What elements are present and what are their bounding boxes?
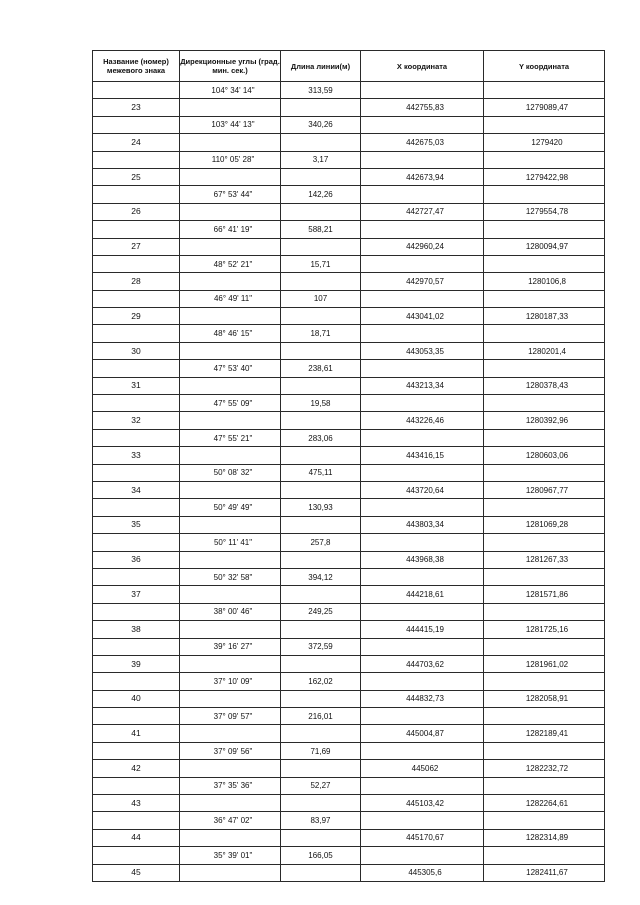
direction-angle-cell: 35° 39' 01" bbox=[180, 847, 281, 864]
segment-row bbox=[93, 534, 605, 551]
segment-y-cell bbox=[484, 534, 605, 551]
point-name-cell: 42 bbox=[93, 760, 180, 777]
point-angle-cell bbox=[180, 586, 281, 603]
segment-y-cell bbox=[484, 742, 605, 759]
point-name-cell: 29 bbox=[93, 308, 180, 325]
header-length: Длина линии(м) bbox=[281, 51, 361, 82]
point-row bbox=[93, 134, 605, 151]
point-row bbox=[93, 551, 605, 568]
y-coordinate-cell: 1281571,86 bbox=[484, 586, 605, 603]
x-coordinate-cell: 443053,35 bbox=[361, 342, 484, 359]
line-length-cell: 238,61 bbox=[281, 360, 361, 377]
segment-x-cell bbox=[361, 290, 484, 307]
y-coordinate-cell: 1281961,02 bbox=[484, 655, 605, 672]
point-row bbox=[93, 377, 605, 394]
segment-row bbox=[93, 742, 605, 759]
point-length-cell bbox=[281, 273, 361, 290]
segment-row bbox=[93, 290, 605, 307]
line-length-cell: 162,02 bbox=[281, 673, 361, 690]
line-length-cell: 283,06 bbox=[281, 429, 361, 446]
segment-name-cell bbox=[93, 360, 180, 377]
segment-name-cell bbox=[93, 116, 180, 133]
line-length-cell: 313,59 bbox=[281, 82, 361, 99]
point-row bbox=[93, 795, 605, 812]
point-angle-cell bbox=[180, 342, 281, 359]
line-length-cell: 18,71 bbox=[281, 325, 361, 342]
direction-angle-cell: 47° 55' 09" bbox=[180, 395, 281, 412]
x-coordinate-cell: 445305,6 bbox=[361, 864, 484, 881]
x-coordinate-cell: 442673,94 bbox=[361, 168, 484, 185]
point-length-cell bbox=[281, 586, 361, 603]
direction-angle-cell: 67° 53' 44" bbox=[180, 186, 281, 203]
segment-row bbox=[93, 116, 605, 133]
line-length-cell: 15,71 bbox=[281, 255, 361, 272]
point-length-cell bbox=[281, 447, 361, 464]
x-coordinate-cell: 443041,02 bbox=[361, 308, 484, 325]
y-coordinate-cell: 1279089,47 bbox=[484, 99, 605, 116]
point-name-cell: 45 bbox=[93, 864, 180, 881]
point-length-cell bbox=[281, 551, 361, 568]
segment-x-cell bbox=[361, 499, 484, 516]
point-angle-cell bbox=[180, 621, 281, 638]
point-length-cell bbox=[281, 134, 361, 151]
segment-name-cell bbox=[93, 221, 180, 238]
segment-x-cell bbox=[361, 603, 484, 620]
direction-angle-cell: 37° 35' 36" bbox=[180, 777, 281, 794]
line-length-cell: 372,59 bbox=[281, 638, 361, 655]
point-name-cell: 32 bbox=[93, 412, 180, 429]
point-angle-cell bbox=[180, 795, 281, 812]
point-row bbox=[93, 308, 605, 325]
segment-y-cell bbox=[484, 221, 605, 238]
point-length-cell bbox=[281, 168, 361, 185]
segment-name-cell bbox=[93, 847, 180, 864]
x-coordinate-cell: 443226,46 bbox=[361, 412, 484, 429]
segment-name-cell bbox=[93, 499, 180, 516]
line-length-cell: 142,26 bbox=[281, 186, 361, 203]
segment-y-cell bbox=[484, 499, 605, 516]
header-angle: Дирекционные углы (град. мин. сек.) bbox=[180, 51, 281, 82]
line-length-cell: 340,26 bbox=[281, 116, 361, 133]
x-coordinate-cell: 445103,42 bbox=[361, 795, 484, 812]
point-name-cell: 25 bbox=[93, 168, 180, 185]
segment-name-cell bbox=[93, 429, 180, 446]
segment-x-cell bbox=[361, 395, 484, 412]
segment-y-cell bbox=[484, 812, 605, 829]
point-length-cell bbox=[281, 516, 361, 533]
segment-name-cell bbox=[93, 568, 180, 585]
x-coordinate-cell: 442960,24 bbox=[361, 238, 484, 255]
point-row bbox=[93, 342, 605, 359]
point-name-cell: 37 bbox=[93, 586, 180, 603]
segment-x-cell bbox=[361, 151, 484, 168]
segment-y-cell bbox=[484, 429, 605, 446]
point-length-cell bbox=[281, 795, 361, 812]
segment-row bbox=[93, 221, 605, 238]
segment-name-cell bbox=[93, 464, 180, 481]
point-angle-cell bbox=[180, 760, 281, 777]
point-name-cell: 44 bbox=[93, 829, 180, 846]
segment-y-cell bbox=[484, 638, 605, 655]
direction-angle-cell: 66° 41' 19" bbox=[180, 221, 281, 238]
coordinates-table bbox=[92, 50, 605, 882]
direction-angle-cell: 50° 32' 58" bbox=[180, 568, 281, 585]
segment-y-cell bbox=[484, 290, 605, 307]
point-length-cell bbox=[281, 655, 361, 672]
y-coordinate-cell: 1281725,16 bbox=[484, 621, 605, 638]
segment-y-cell bbox=[484, 568, 605, 585]
segment-y-cell bbox=[484, 151, 605, 168]
point-length-cell bbox=[281, 621, 361, 638]
x-coordinate-cell: 443416,15 bbox=[361, 447, 484, 464]
point-angle-cell bbox=[180, 690, 281, 707]
point-length-cell bbox=[281, 725, 361, 742]
y-coordinate-cell: 1280378,43 bbox=[484, 377, 605, 394]
point-name-cell: 31 bbox=[93, 377, 180, 394]
segment-name-cell bbox=[93, 82, 180, 99]
line-length-cell: 83,97 bbox=[281, 812, 361, 829]
point-row bbox=[93, 481, 605, 498]
line-length-cell: 588,21 bbox=[281, 221, 361, 238]
segment-name-cell bbox=[93, 325, 180, 342]
point-angle-cell bbox=[180, 551, 281, 568]
point-name-cell: 26 bbox=[93, 203, 180, 220]
point-length-cell bbox=[281, 412, 361, 429]
line-length-cell: 166,05 bbox=[281, 847, 361, 864]
y-coordinate-cell: 1282058,91 bbox=[484, 690, 605, 707]
segment-name-cell bbox=[93, 534, 180, 551]
point-angle-cell bbox=[180, 134, 281, 151]
point-row bbox=[93, 412, 605, 429]
segment-name-cell bbox=[93, 812, 180, 829]
segment-x-cell bbox=[361, 116, 484, 133]
point-angle-cell bbox=[180, 412, 281, 429]
direction-angle-cell: 50° 08' 32" bbox=[180, 464, 281, 481]
y-coordinate-cell: 1280187,33 bbox=[484, 308, 605, 325]
y-coordinate-cell: 1280967,77 bbox=[484, 481, 605, 498]
segment-name-cell bbox=[93, 708, 180, 725]
segment-name-cell bbox=[93, 151, 180, 168]
segment-row bbox=[93, 82, 605, 99]
point-angle-cell bbox=[180, 725, 281, 742]
point-angle-cell bbox=[180, 481, 281, 498]
segment-row bbox=[93, 255, 605, 272]
segment-x-cell bbox=[361, 255, 484, 272]
segment-x-cell bbox=[361, 568, 484, 585]
segment-row bbox=[93, 812, 605, 829]
direction-angle-cell: 39° 16' 27" bbox=[180, 638, 281, 655]
point-length-cell bbox=[281, 760, 361, 777]
point-name-cell: 23 bbox=[93, 99, 180, 116]
x-coordinate-cell: 444415,19 bbox=[361, 621, 484, 638]
point-length-cell bbox=[281, 829, 361, 846]
line-length-cell: 394,12 bbox=[281, 568, 361, 585]
segment-y-cell bbox=[484, 186, 605, 203]
segment-y-cell bbox=[484, 464, 605, 481]
direction-angle-cell: 38° 00' 46" bbox=[180, 603, 281, 620]
segment-row bbox=[93, 186, 605, 203]
y-coordinate-cell: 1280392,96 bbox=[484, 412, 605, 429]
point-angle-cell bbox=[180, 168, 281, 185]
segment-name-cell bbox=[93, 290, 180, 307]
segment-row bbox=[93, 464, 605, 481]
segment-y-cell bbox=[484, 360, 605, 377]
point-name-cell: 36 bbox=[93, 551, 180, 568]
point-angle-cell bbox=[180, 377, 281, 394]
point-row bbox=[93, 238, 605, 255]
table-header-row bbox=[93, 51, 605, 82]
segment-row bbox=[93, 429, 605, 446]
y-coordinate-cell: 1280201,4 bbox=[484, 342, 605, 359]
x-coordinate-cell: 444832,73 bbox=[361, 690, 484, 707]
segment-x-cell bbox=[361, 221, 484, 238]
point-name-cell: 39 bbox=[93, 655, 180, 672]
segment-row bbox=[93, 673, 605, 690]
segment-x-cell bbox=[361, 360, 484, 377]
point-name-cell: 35 bbox=[93, 516, 180, 533]
segment-x-cell bbox=[361, 534, 484, 551]
direction-angle-cell: 50° 11' 41" bbox=[180, 534, 281, 551]
point-name-cell: 40 bbox=[93, 690, 180, 707]
line-length-cell: 107 bbox=[281, 290, 361, 307]
y-coordinate-cell: 1282232,72 bbox=[484, 760, 605, 777]
segment-x-cell bbox=[361, 812, 484, 829]
line-length-cell: 3,17 bbox=[281, 151, 361, 168]
segment-row bbox=[93, 499, 605, 516]
line-length-cell: 130,93 bbox=[281, 499, 361, 516]
y-coordinate-cell: 1281267,33 bbox=[484, 551, 605, 568]
point-row bbox=[93, 203, 605, 220]
y-coordinate-cell: 1279554,78 bbox=[484, 203, 605, 220]
point-row bbox=[93, 516, 605, 533]
segment-row bbox=[93, 708, 605, 725]
direction-angle-cell: 103° 44' 13" bbox=[180, 116, 281, 133]
segment-x-cell bbox=[361, 638, 484, 655]
point-row bbox=[93, 621, 605, 638]
point-length-cell bbox=[281, 864, 361, 881]
point-row bbox=[93, 586, 605, 603]
direction-angle-cell: 47° 53' 40" bbox=[180, 360, 281, 377]
table-body bbox=[93, 82, 605, 882]
point-angle-cell bbox=[180, 447, 281, 464]
y-coordinate-cell: 1282189,41 bbox=[484, 725, 605, 742]
point-row bbox=[93, 655, 605, 672]
y-coordinate-cell: 1279422,98 bbox=[484, 168, 605, 185]
y-coordinate-cell: 1281069,28 bbox=[484, 516, 605, 533]
segment-name-cell bbox=[93, 603, 180, 620]
segment-y-cell bbox=[484, 847, 605, 864]
line-length-cell: 71,69 bbox=[281, 742, 361, 759]
segment-row bbox=[93, 847, 605, 864]
point-name-cell: 33 bbox=[93, 447, 180, 464]
direction-angle-cell: 37° 10' 09" bbox=[180, 673, 281, 690]
x-coordinate-cell: 443968,38 bbox=[361, 551, 484, 568]
segment-name-cell bbox=[93, 777, 180, 794]
segment-x-cell bbox=[361, 847, 484, 864]
segment-x-cell bbox=[361, 82, 484, 99]
line-length-cell: 52,27 bbox=[281, 777, 361, 794]
point-row bbox=[93, 690, 605, 707]
header-x: X координата bbox=[361, 51, 484, 82]
direction-angle-cell: 46° 49' 11" bbox=[180, 290, 281, 307]
segment-row bbox=[93, 360, 605, 377]
line-length-cell: 19,58 bbox=[281, 395, 361, 412]
direction-angle-cell: 50° 49' 49" bbox=[180, 499, 281, 516]
point-angle-cell bbox=[180, 238, 281, 255]
point-length-cell bbox=[281, 99, 361, 116]
segment-y-cell bbox=[484, 325, 605, 342]
point-angle-cell bbox=[180, 273, 281, 290]
segment-x-cell bbox=[361, 429, 484, 446]
line-length-cell: 475,11 bbox=[281, 464, 361, 481]
segment-name-cell bbox=[93, 255, 180, 272]
segment-x-cell bbox=[361, 777, 484, 794]
x-coordinate-cell: 442675,03 bbox=[361, 134, 484, 151]
segment-name-cell bbox=[93, 742, 180, 759]
point-name-cell: 43 bbox=[93, 795, 180, 812]
point-angle-cell bbox=[180, 308, 281, 325]
segment-y-cell bbox=[484, 116, 605, 133]
point-length-cell bbox=[281, 377, 361, 394]
point-angle-cell bbox=[180, 829, 281, 846]
point-length-cell bbox=[281, 481, 361, 498]
x-coordinate-cell: 442970,57 bbox=[361, 273, 484, 290]
y-coordinate-cell: 1280603,06 bbox=[484, 447, 605, 464]
direction-angle-cell: 36° 47' 02" bbox=[180, 812, 281, 829]
point-name-cell: 41 bbox=[93, 725, 180, 742]
segment-name-cell bbox=[93, 638, 180, 655]
point-angle-cell bbox=[180, 864, 281, 881]
y-coordinate-cell: 1282411,67 bbox=[484, 864, 605, 881]
x-coordinate-cell: 443803,34 bbox=[361, 516, 484, 533]
segment-row bbox=[93, 325, 605, 342]
point-name-cell: 27 bbox=[93, 238, 180, 255]
point-row bbox=[93, 273, 605, 290]
direction-angle-cell: 48° 46' 15" bbox=[180, 325, 281, 342]
segment-y-cell bbox=[484, 777, 605, 794]
point-row bbox=[93, 725, 605, 742]
segment-x-cell bbox=[361, 325, 484, 342]
direction-angle-cell: 48° 52' 21" bbox=[180, 255, 281, 272]
point-length-cell bbox=[281, 690, 361, 707]
segment-row bbox=[93, 568, 605, 585]
line-length-cell: 216,01 bbox=[281, 708, 361, 725]
point-length-cell bbox=[281, 308, 361, 325]
point-row bbox=[93, 760, 605, 777]
point-length-cell bbox=[281, 203, 361, 220]
point-row bbox=[93, 99, 605, 116]
y-coordinate-cell: 1280106,8 bbox=[484, 273, 605, 290]
direction-angle-cell: 110° 05' 28" bbox=[180, 151, 281, 168]
point-name-cell: 28 bbox=[93, 273, 180, 290]
y-coordinate-cell: 1279420 bbox=[484, 134, 605, 151]
direction-angle-cell: 104° 34' 14" bbox=[180, 82, 281, 99]
segment-name-cell bbox=[93, 395, 180, 412]
segment-row bbox=[93, 395, 605, 412]
point-name-cell: 30 bbox=[93, 342, 180, 359]
point-name-cell: 38 bbox=[93, 621, 180, 638]
point-row bbox=[93, 829, 605, 846]
segment-row bbox=[93, 777, 605, 794]
segment-row bbox=[93, 603, 605, 620]
segment-x-cell bbox=[361, 464, 484, 481]
line-length-cell: 257,8 bbox=[281, 534, 361, 551]
x-coordinate-cell: 444218,61 bbox=[361, 586, 484, 603]
x-coordinate-cell: 445062 bbox=[361, 760, 484, 777]
direction-angle-cell: 37° 09' 56" bbox=[180, 742, 281, 759]
point-angle-cell bbox=[180, 655, 281, 672]
segment-row bbox=[93, 151, 605, 168]
point-row bbox=[93, 447, 605, 464]
point-row bbox=[93, 864, 605, 881]
point-angle-cell bbox=[180, 203, 281, 220]
header-y: Y координата bbox=[484, 51, 605, 82]
point-row bbox=[93, 168, 605, 185]
y-coordinate-cell: 1282264,61 bbox=[484, 795, 605, 812]
point-name-cell: 34 bbox=[93, 481, 180, 498]
segment-row bbox=[93, 638, 605, 655]
point-angle-cell bbox=[180, 99, 281, 116]
segment-y-cell bbox=[484, 603, 605, 620]
x-coordinate-cell: 442755,83 bbox=[361, 99, 484, 116]
direction-angle-cell: 47° 55' 21" bbox=[180, 429, 281, 446]
segment-x-cell bbox=[361, 708, 484, 725]
point-length-cell bbox=[281, 342, 361, 359]
x-coordinate-cell: 445170,67 bbox=[361, 829, 484, 846]
header-name: Название (номер) межевого знака bbox=[93, 51, 180, 82]
y-coordinate-cell: 1282314,89 bbox=[484, 829, 605, 846]
segment-y-cell bbox=[484, 673, 605, 690]
direction-angle-cell: 37° 09' 57" bbox=[180, 708, 281, 725]
segment-name-cell bbox=[93, 673, 180, 690]
x-coordinate-cell: 444703,62 bbox=[361, 655, 484, 672]
x-coordinate-cell: 443720,64 bbox=[361, 481, 484, 498]
y-coordinate-cell: 1280094,97 bbox=[484, 238, 605, 255]
segment-x-cell bbox=[361, 673, 484, 690]
segment-y-cell bbox=[484, 708, 605, 725]
segment-y-cell bbox=[484, 82, 605, 99]
line-length-cell: 249,25 bbox=[281, 603, 361, 620]
segment-x-cell bbox=[361, 186, 484, 203]
x-coordinate-cell: 445004,87 bbox=[361, 725, 484, 742]
segment-x-cell bbox=[361, 742, 484, 759]
x-coordinate-cell: 442727,47 bbox=[361, 203, 484, 220]
segment-y-cell bbox=[484, 255, 605, 272]
point-angle-cell bbox=[180, 516, 281, 533]
x-coordinate-cell: 443213,34 bbox=[361, 377, 484, 394]
segment-y-cell bbox=[484, 395, 605, 412]
point-name-cell: 24 bbox=[93, 134, 180, 151]
point-length-cell bbox=[281, 238, 361, 255]
segment-name-cell bbox=[93, 186, 180, 203]
